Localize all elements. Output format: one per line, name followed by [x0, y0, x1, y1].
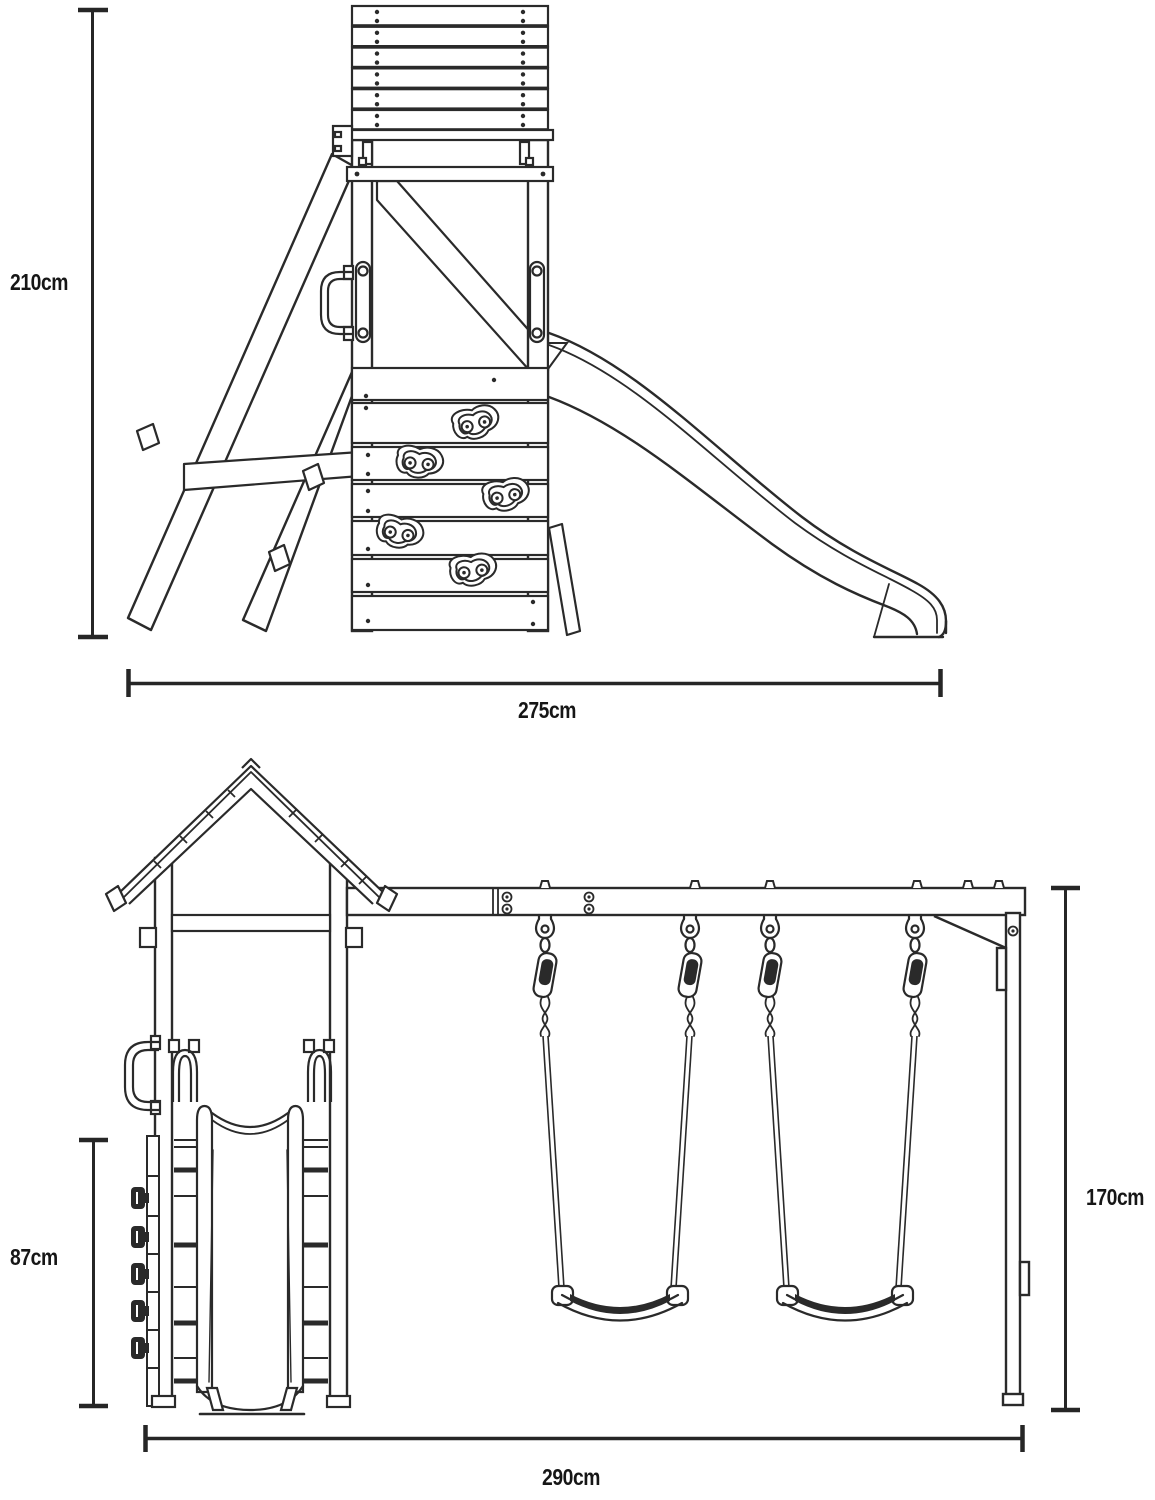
hanger-4 — [902, 915, 927, 1036]
swing-frame-leg-rear — [243, 372, 352, 631]
slide-support-leg — [549, 524, 580, 635]
tower-top-rail — [140, 915, 362, 947]
slide-front-view — [197, 1106, 304, 1414]
tower-railing — [347, 130, 553, 181]
tower-top-panel — [352, 6, 548, 129]
front-width-dimension-label: 290cm — [542, 1464, 601, 1490]
swing-seat-2 — [777, 1286, 913, 1321]
front-wall-height-dimension-label: 87cm — [10, 1244, 58, 1270]
swing-post-right — [934, 913, 1029, 1405]
hanger-3 — [757, 915, 782, 1036]
grab-handle-side — [321, 266, 353, 340]
front-wall-height-dimension-line — [79, 1140, 108, 1406]
swing-hangers — [532, 915, 927, 1036]
handle-bar-left — [356, 262, 370, 342]
hanger-1 — [532, 915, 557, 1036]
climbing-hold-strip — [131, 1136, 159, 1406]
front-frame-height-dimension-line — [1051, 888, 1080, 1410]
tower-diagonal-brace — [377, 181, 548, 371]
side-length-dimension-line — [128, 669, 941, 697]
swing-ropes — [543, 1036, 917, 1288]
swing-beam — [347, 881, 1025, 915]
hanger-2 — [677, 915, 702, 1036]
grab-handle-front-1 — [169, 1040, 199, 1102]
swing-seat-1 — [552, 1286, 688, 1321]
front-view-drawing — [0, 750, 1155, 1500]
climbing-wall-side — [352, 368, 548, 630]
front-width-dimension-line — [145, 1425, 1023, 1452]
swing-seats — [552, 1286, 913, 1321]
handle-bar-right — [530, 262, 544, 342]
swing-beam-bracket — [333, 126, 352, 156]
swing-frame-leg-front — [128, 154, 355, 630]
side-height-dimension-line — [78, 10, 108, 637]
slide-side-view — [548, 333, 946, 637]
side-height-dimension-label: 210cm — [10, 269, 69, 295]
front-frame-height-dimension-label: 170cm — [1086, 1184, 1145, 1210]
side-length-dimension-label: 275cm — [518, 697, 577, 723]
